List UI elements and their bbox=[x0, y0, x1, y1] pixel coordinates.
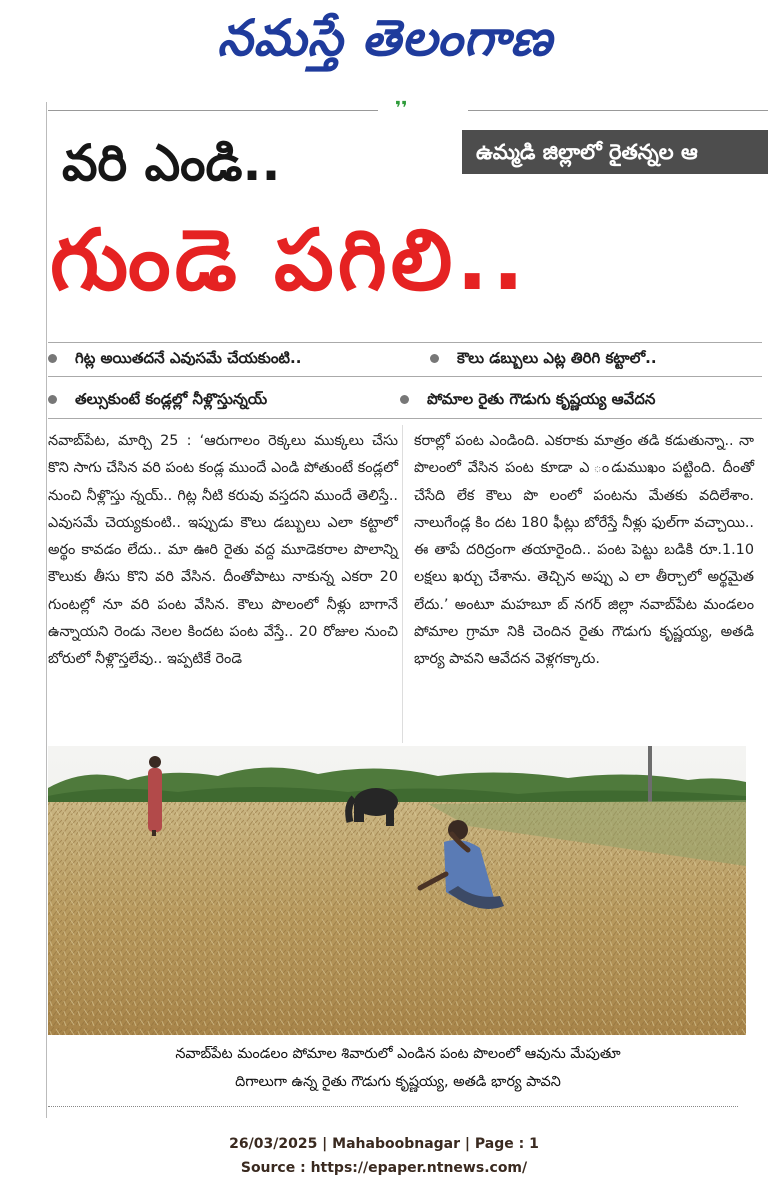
masthead bbox=[0, 0, 768, 80]
bullet-icon bbox=[400, 395, 409, 404]
kicker-text: ఉమ్మడి జిల్లాలో రైతన్నల ఆ bbox=[476, 140, 698, 164]
bullet-icon bbox=[430, 354, 439, 363]
headline-line-2: గుండె పగిలి.. bbox=[50, 211, 529, 309]
headline-line-1: వరి ఎండి.. bbox=[62, 134, 281, 192]
newspaper-logo: నమస్తే తెలంగాణ bbox=[217, 9, 553, 67]
divider bbox=[48, 376, 762, 377]
caption-line-1: నవాబ్‌పేట మండలం పోమాల శివారులో ఎండిన పంట పొలంలో ఆవును మేపుతూ bbox=[175, 1046, 621, 1062]
footer-date-edition: 26/03/2025 | Mahaboobnagar | Page : 1 bbox=[229, 1136, 539, 1152]
bottom-rule bbox=[48, 1106, 738, 1107]
footer bbox=[0, 1132, 768, 1180]
news-photo bbox=[48, 746, 746, 1035]
left-margin-rule bbox=[46, 102, 47, 1118]
bullet-icon bbox=[48, 354, 57, 363]
kicker-box bbox=[462, 130, 768, 174]
bullet-icon bbox=[48, 395, 57, 404]
quote-mark-icon: ❜❜ bbox=[395, 98, 408, 119]
caption-line-2: దిగాలుగా ఉన్న రైతు గౌడుగు కృష్ణయ్య, అతడి భార్య పావని bbox=[235, 1074, 561, 1090]
footer-source: Source : https://epaper.ntnews.com/ bbox=[240, 1160, 528, 1176]
divider bbox=[48, 418, 762, 419]
column-separator bbox=[402, 425, 403, 743]
article-column-left: నవాబ్‌పేట, మార్చి 25 : ‘ఆరుగాలం రెక్కలు ముక్కలు చేసు కొని సాగు చేసిన వరి పంట కండ్ల ముందే ఎండి పోతుంటే కండ్లలో నుంచి నీళ్లొస్తు న్నయ్.. గిట్ల నీటి కరువు వస్తదని ముందే తెలిస్తే.. ఎవుసమే చెయ్యకుంటి.. ఇప్పుడు కౌలు డబ్బులు ఎలా కట్టాలో అర్థం కావడం లేదు.. మా ఊరి రైతు వద్ద మూడెకరాల పొలాన్ని కౌలుకు తీసు కొని వరి వేసిన. దీంతోపాటు నాకున్న ఎకరా 20 గుంటల్లో నూ వరి పంట వేసిన. కౌలు పొలంలో నీళ్లు బాగానే ఉన్నాయని రెండు నెలల కిందట పంట వేస్తే.. 20 రోజుల నుంచి బోరులో నీళ్లొస్తలేవు.. ఇప్పటికే రెండె bbox=[48, 433, 398, 668]
bullet-item: గిట్ల అయితదనే ఎవుసమే చేయకుంటి.. bbox=[48, 343, 301, 373]
bullet-item: కౌలు డబ్బులు ఎట్ల తిరిగి కట్టాలో.. bbox=[430, 343, 657, 373]
bullet-item: పోమాల రైతు గౌడుగు కృష్ణయ్య ఆవేదన bbox=[400, 384, 655, 414]
photo-caption bbox=[48, 1040, 748, 1096]
article-column-right: కరాల్లో పంట ఎండింది. ఎకరాకు మాత్రం తడి కడుతున్నా.. నా పొలంలో వేసిన పంట కూడా ఎ ండుముఖం పట్టింది. దీంతో చేసేది లేక కౌలు పొ లంలో పంటను మేతకు వదిలేశాం. నాలుగేండ్ల కిం దట 180 ఫీట్లు బోరేస్తే నీళ్లు ఫుల్‌గా వచ్చాయి.. ఈ తాపే దరిద్రంగా తయారైంది.. పంట పెట్టు బడికి రూ.1.10 లక్షలు ఖర్చు చేశాను. తెచ్చిన అప్పు ఎ లా తీర్చాలో అర్థమైత లేదు.’ అంటూ మహబూ బ్‌ నగర్ జిల్లా నవాబ్‌పేట మండలం పోమాల గ్రామా నికి చెందిన రైతు గౌడుగు కృష్ణయ్య, అతడి భార్య పావని ఆవేదన వెళ్లగక్కారు. bbox=[414, 433, 754, 668]
bullet-item: తల్సుకుంటే కండ్లల్లో నీళ్లొస్తున్నయ్ bbox=[48, 384, 267, 414]
